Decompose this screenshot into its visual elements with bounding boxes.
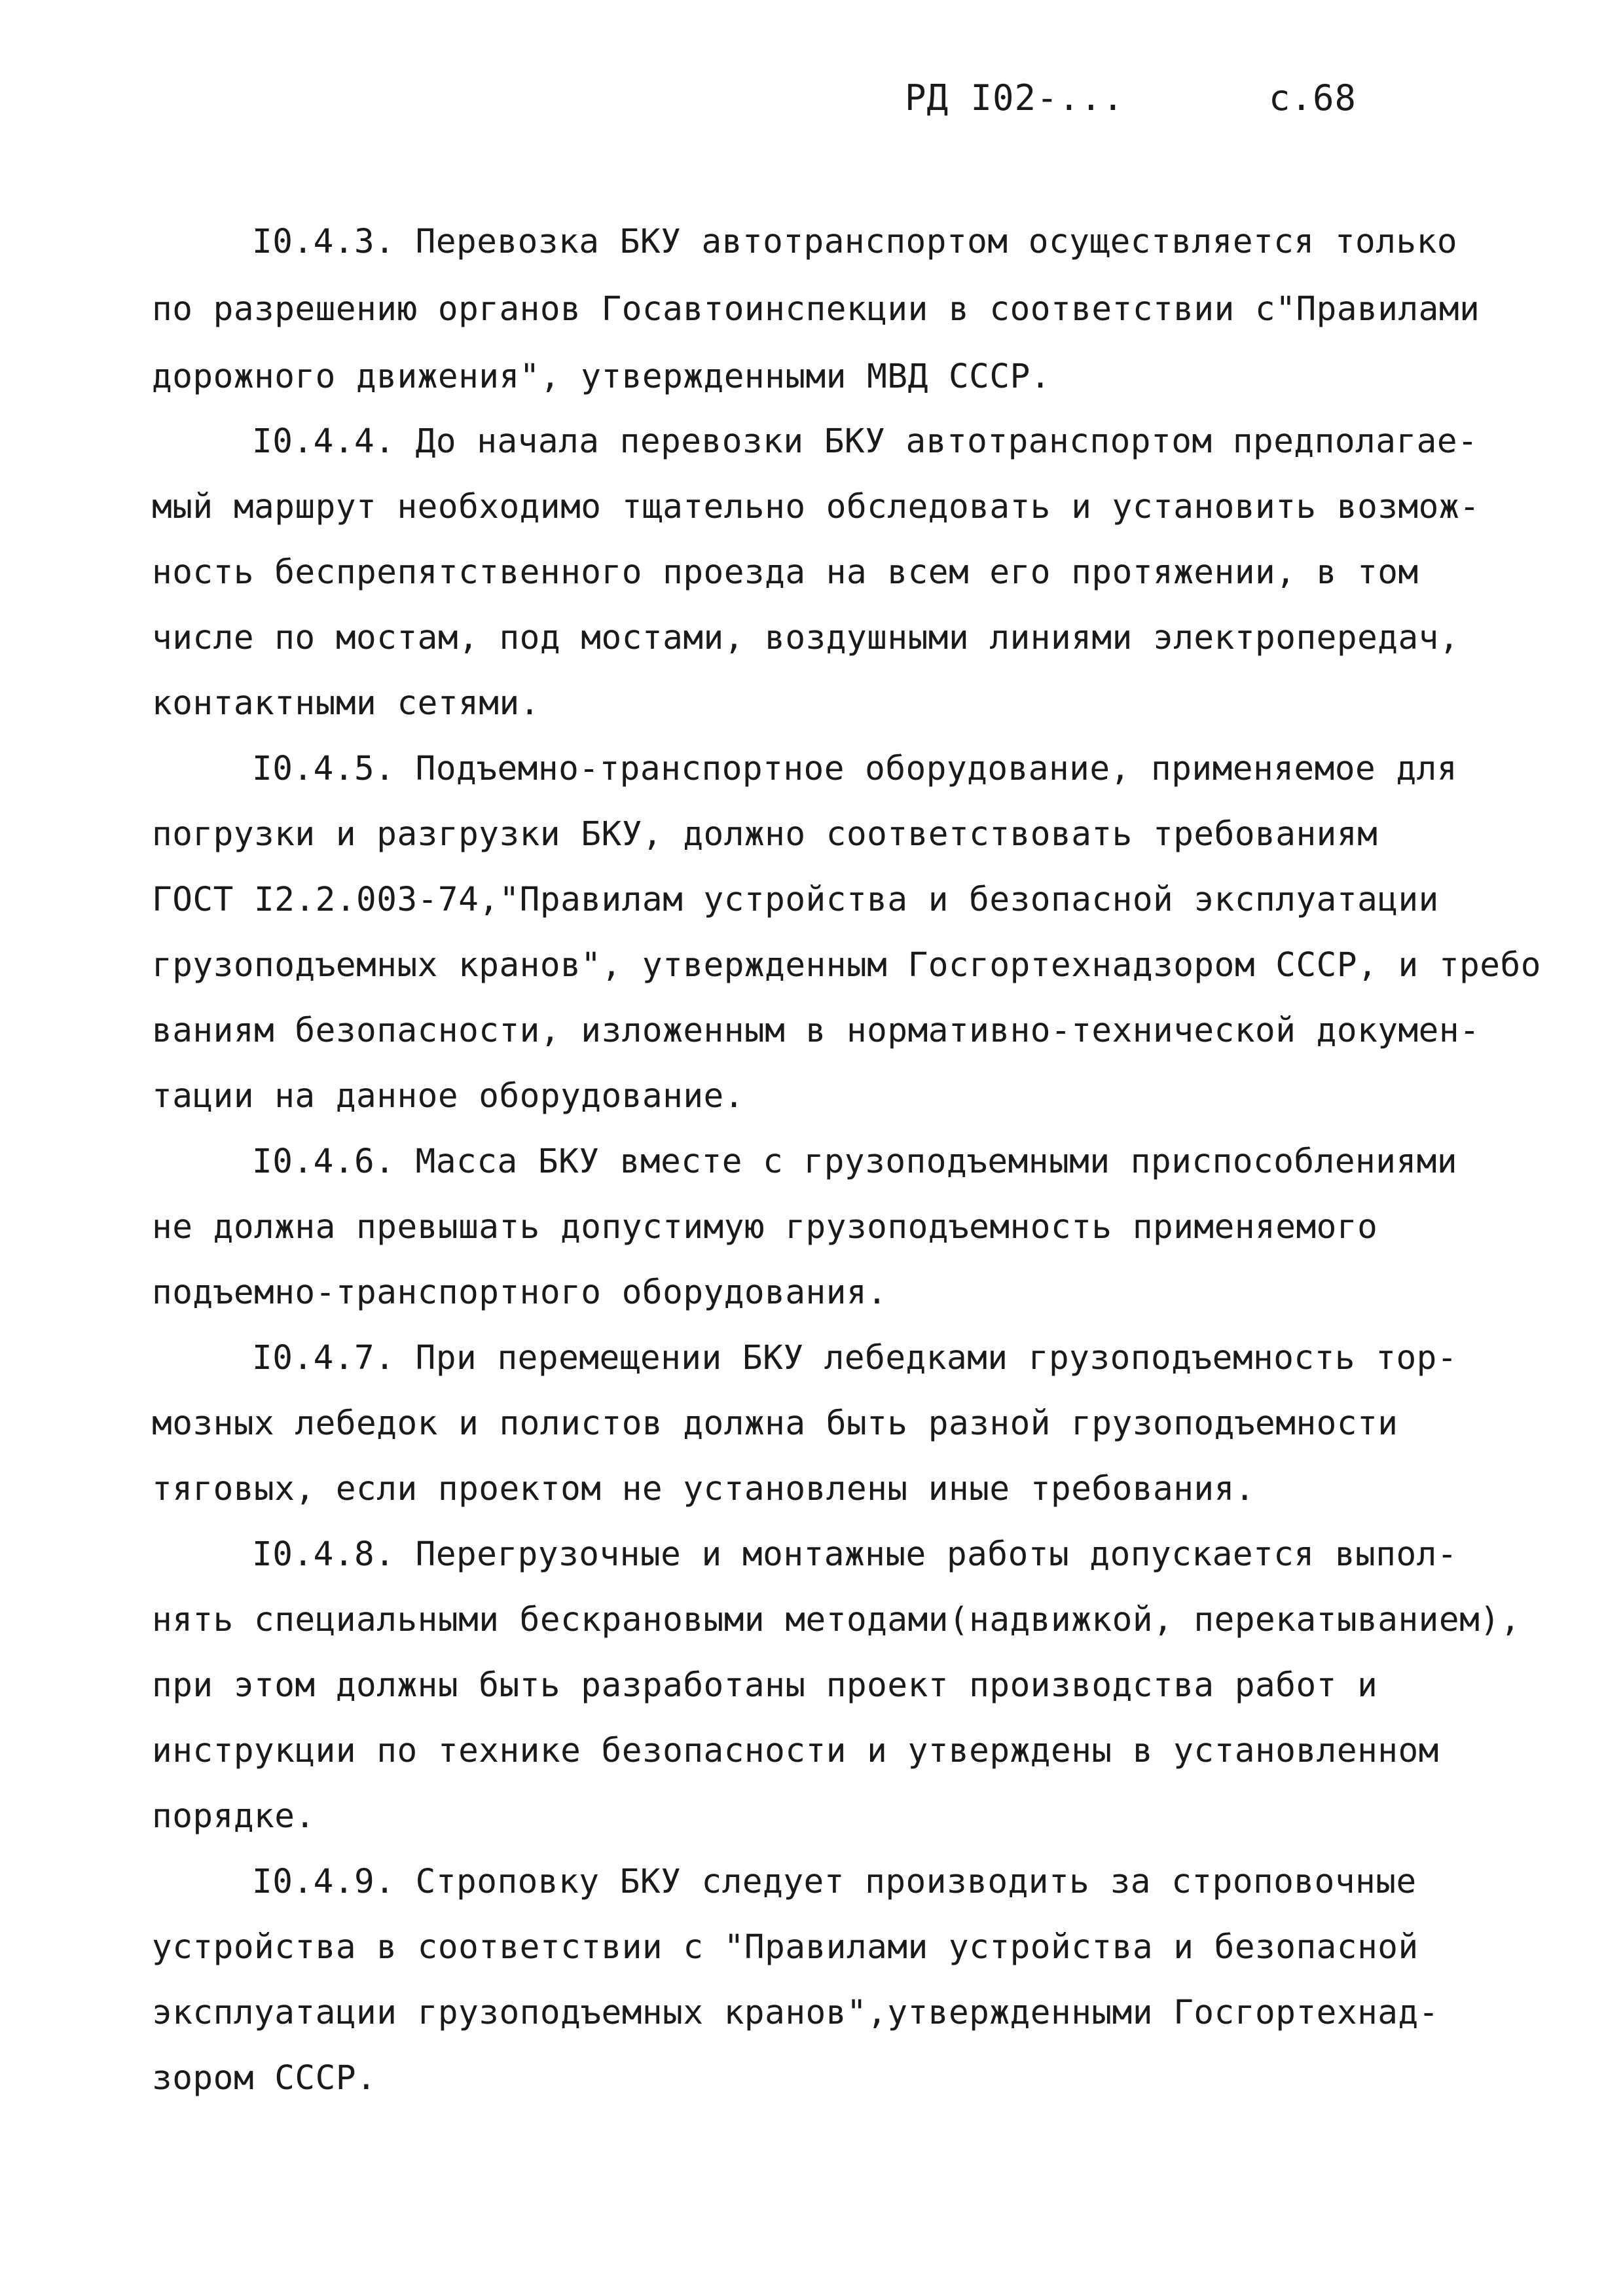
text-line: I0.4.5. Подъемно-транспортное оборудование, применяемое для (252, 750, 1458, 788)
document-code: РД I02-... (905, 77, 1125, 118)
text-line: I0.4.3. Перевозка БКУ автотранспортом осуществляется только (252, 223, 1458, 261)
text-line: подъемно-транспортного оборудования. (152, 1273, 888, 1312)
text-line: по разрешению органов Госавтоинспекции в соответствии с"Правилами (152, 290, 1480, 329)
text-line: грузоподъемных кранов", утвержденным Госгортехнадзором СССР, и требо (152, 946, 1541, 985)
text-line: ваниям безопасности, изложенным в нормативно-технической докумен- (152, 1011, 1480, 1050)
text-line: порядке. (152, 1797, 316, 1836)
text-line: дорожного движения", утвержденными МВД СССР. (152, 357, 1051, 396)
text-line: тяговых, если проектом не установлены иные требования. (152, 1470, 1256, 1508)
text-line: устройства в соответствии с "Правилами устройства и безопасной (152, 1928, 1419, 1967)
text-line: зором СССР. (152, 2059, 377, 2098)
page-number: с.68 (1269, 77, 1357, 118)
text-line: тации на данное оборудование. (152, 1077, 744, 1116)
text-line: числе по мостам, под мостами, воздушными линиями электропередач, (152, 619, 1460, 657)
text-line: ность беспрепятственного проезда на всем его протяжении, в том (152, 553, 1419, 592)
text-line: нять специальными бескрановыми методами(надвижкой, перекатыванием), (152, 1601, 1521, 1639)
page-header (905, 77, 1357, 118)
text-line: погрузки и разгрузки БКУ, должно соответствовать требованиям (152, 815, 1378, 854)
text-line: контактными сетями. (152, 684, 540, 723)
text-line: I0.4.4. До начала перевозки БКУ автотранспортом предполагае- (252, 422, 1478, 461)
text-line: мозных лебедок и полистов должна быть разной грузоподъемности (152, 1404, 1398, 1443)
text-line: мый маршрут необходимо тщательно обследовать и установить возмож- (152, 488, 1480, 526)
text-line: I0.4.9. Строповку БКУ следует производить за строповочные (252, 1863, 1417, 1901)
text-line: I0.4.6. Масса БКУ вместе с грузоподъемными приспособлениями (252, 1142, 1458, 1181)
text-line: I0.4.7. При перемещении БКУ лебедками грузоподъемность тор- (252, 1339, 1458, 1377)
text-line: не должна превышать допустимую грузоподъемность применяемого (152, 1208, 1378, 1247)
text-line: I0.4.8. Перегрузочные и монтажные работы допускается выпол- (252, 1535, 1458, 1574)
text-line: эксплуатации грузоподъемных кранов",утвержденными Госгортехнад- (152, 1994, 1439, 2032)
text-line: инструкции по технике безопасности и утверждены в установленном (152, 1732, 1439, 1770)
text-line: при этом должны быть разработаны проект производства работ и (152, 1666, 1378, 1705)
text-line: ГОСТ I2.2.003-74,"Правилам устройства и безопасной эксплуатации (152, 881, 1439, 919)
